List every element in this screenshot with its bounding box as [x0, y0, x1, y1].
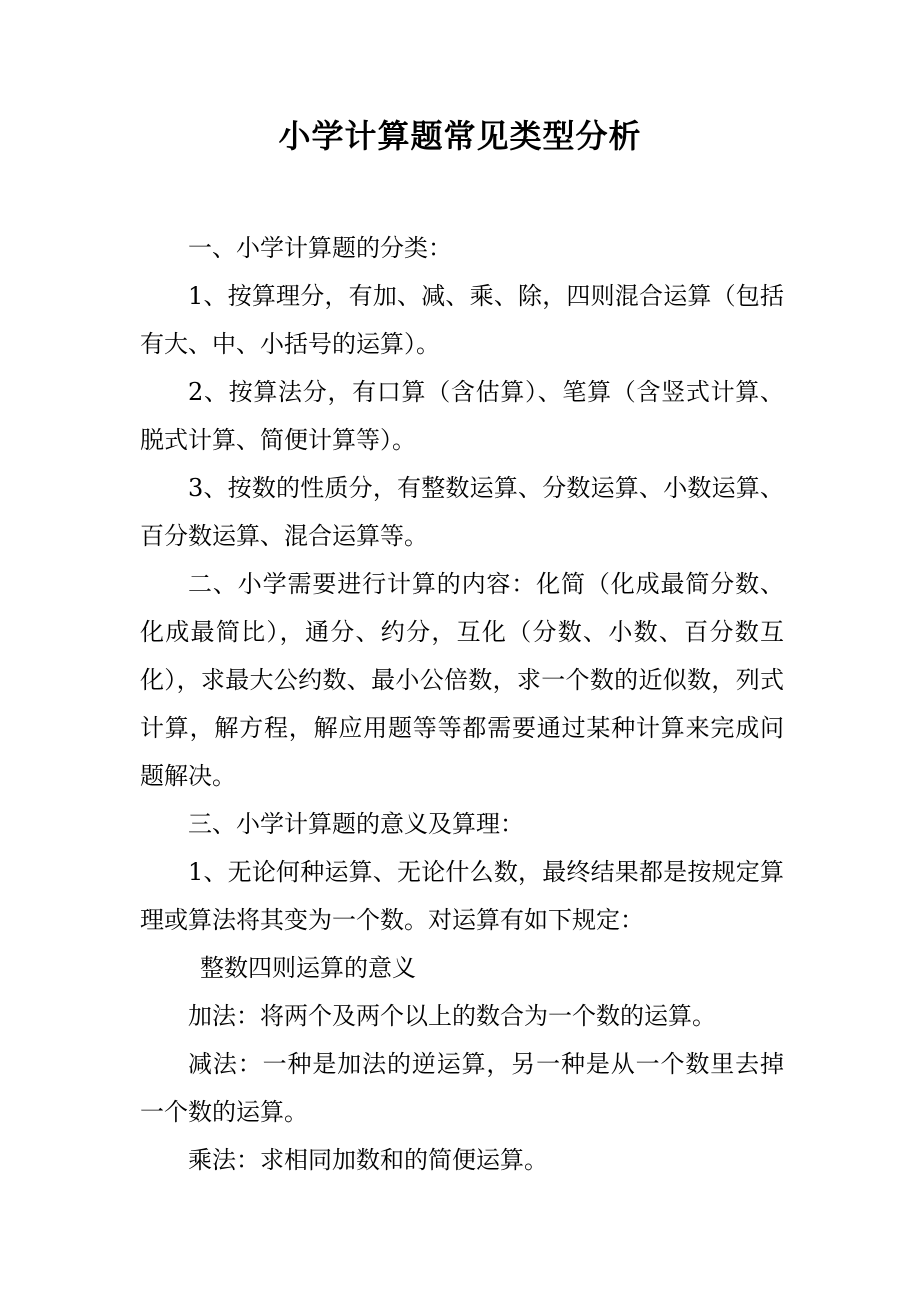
definition-subtraction: 减法：一种是加法的逆运算，另一种是从一个数里去掉一个数的运算。: [140, 1050, 784, 1126]
document-body: [140, 224, 784, 1184]
paragraph-by-method: 2、按算法分，有口算（含估算）、笔算（含竖式计算、脱式计算、简便计算等）。: [140, 378, 784, 454]
definition-multiplication: 乘法：求相同加数和的简便运算。: [188, 1146, 548, 1174]
section-heading-classification: 一、小学计算题的分类：: [188, 234, 452, 262]
paragraph-by-number-type: 3、按数的性质分，有整数运算、分数运算、小数运算、百分数运算、混合运算等。: [140, 474, 784, 550]
paragraph-operation-rules: 1、无论何种运算、无论什么数，最终结果都是按规定算理或算法将其变为一个数。对运算有如下规定：: [140, 858, 784, 934]
paragraph-by-principle: 1、按算理分，有加、减、乘、除，四则混合运算（包括有大、中、小括号的运算）。: [140, 282, 784, 358]
definition-addition: 加法：将两个及两个以上的数合为一个数的运算。: [188, 1002, 716, 1030]
section-heading-content: 二、小学需要进行计算的内容：化简（化成最简分数、化成最简比），通分、约分，互化（分数、小数、百分数互化），求最大公约数、最小公倍数，求一个数的近似数，列式计算，解方程，解应用题等等都需要通过某种计算来完成问题解决。: [140, 570, 784, 790]
document-title: 小学计算题常见类型分析: [278, 117, 642, 155]
section-heading-meaning: 三、小学计算题的意义及算理：: [188, 810, 524, 838]
subheading-integer-operations: 整数四则运算的意义: [200, 954, 416, 982]
